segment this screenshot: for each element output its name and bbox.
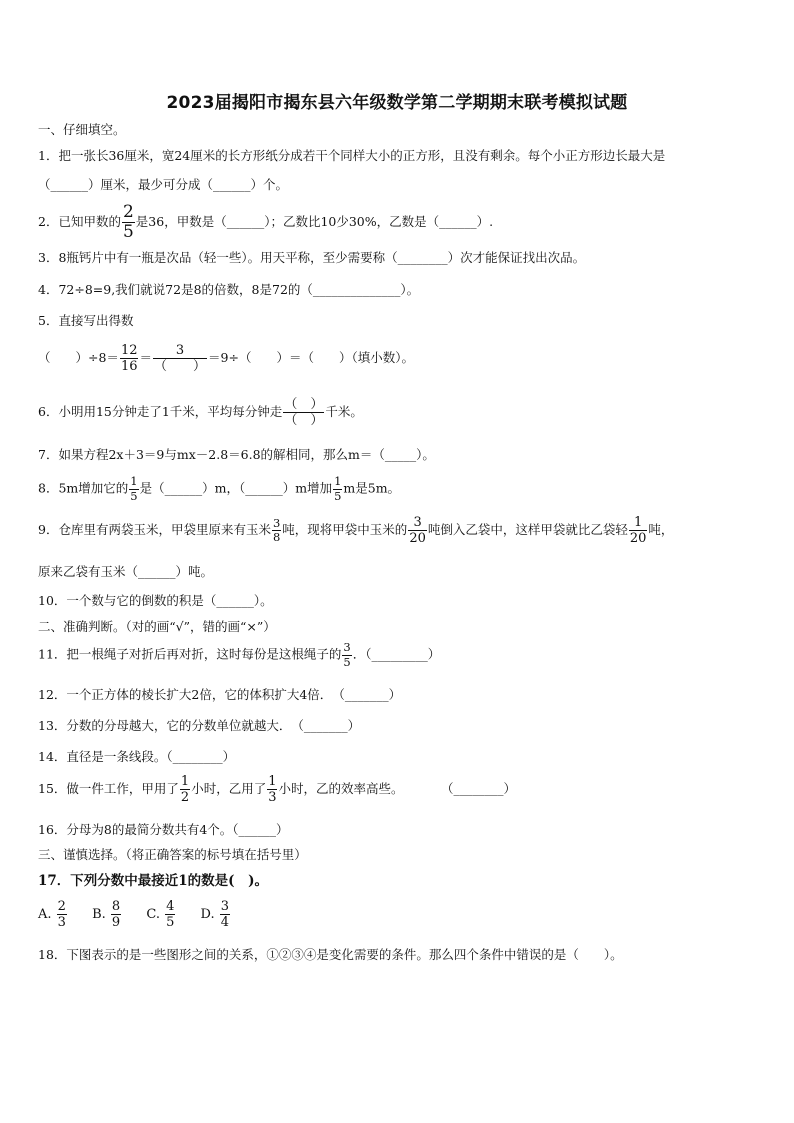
- question-4: 4．72÷8=9,我们就说72是8的倍数，8是72的（______________）。: [38, 282, 420, 297]
- question-2-text-post: 是36，甲数是（______）；乙数比10少30%，乙数是（______）.: [135, 214, 494, 229]
- question-8-text-post: m是5m。: [343, 480, 401, 496]
- question-15-text-mid: 小时，乙用了: [191, 781, 267, 796]
- question-5-part-b: ＝9÷（ ）＝（ ）（填小数）。: [208, 350, 414, 365]
- option-fraction: [165, 900, 175, 929]
- question-15-text-pre: 15．做一件工作，甲用了: [38, 781, 179, 796]
- fraction-numerator: 3: [153, 344, 207, 359]
- fraction-numerator: 8: [111, 899, 121, 914]
- question-2-text-pre: 2．已知甲数的: [38, 214, 121, 229]
- fraction-denominator: 3: [57, 915, 66, 930]
- fraction-denominator: 3: [268, 790, 277, 805]
- question-5-expression: [38, 344, 414, 373]
- question-13: 13．分数的分母越大，它的分数单位就越大． （_______）: [38, 718, 361, 733]
- question-5-fraction-1: [120, 344, 139, 373]
- page-title: 2023届揭阳市揭东县六年级数学第二学期期末联考模拟试题: [166, 93, 628, 113]
- fraction-numerator: 3: [220, 899, 230, 914]
- question-9-text-post: 吨，: [648, 522, 674, 537]
- fraction-denominator: （ ）: [284, 413, 324, 428]
- fraction-denominator: 5: [334, 488, 342, 503]
- equals-sign: ＝: [139, 350, 152, 365]
- fraction-denominator: 5: [130, 488, 138, 503]
- option-b[interactable]: [92, 900, 122, 929]
- question-8-text-mid: 是（______）m，（______）m增加: [139, 480, 333, 496]
- question-8-fraction-2: [333, 476, 342, 502]
- option-label: B.: [92, 907, 106, 922]
- question-2: [38, 204, 493, 241]
- question-1-line-2: （______）厘米，最少可分成（______）个。: [38, 177, 289, 192]
- fraction-numerator: （ ）: [284, 397, 324, 412]
- fraction-denominator: 4: [220, 915, 230, 930]
- option-label: D.: [200, 907, 215, 922]
- fraction-denominator: 20: [409, 531, 426, 546]
- question-3: 3．8瓶钙片中有一瓶是次品（轻一些）。用天平称，至少需要称（________）次才能保证找出次品。: [38, 250, 586, 265]
- fraction-denominator: 5: [166, 915, 175, 930]
- fraction-denominator: 2: [180, 790, 190, 805]
- question-10: 10．一个数与它的倒数的积是（______）。: [38, 593, 273, 608]
- question-6-text-post: 千米。: [325, 404, 363, 419]
- fraction-numerator: 1: [130, 474, 138, 488]
- question-15-fraction-2: [267, 775, 277, 804]
- option-label: A.: [38, 907, 52, 922]
- question-17-options: [38, 900, 251, 929]
- option-fraction: [220, 900, 230, 929]
- question-9-fraction-3: [629, 516, 648, 545]
- question-9-text-mid-2: 吨倒入乙袋中，这样甲袋就比乙袋轻: [427, 522, 628, 537]
- question-15: [38, 775, 516, 804]
- option-a[interactable]: [38, 900, 68, 929]
- option-d[interactable]: [201, 900, 232, 929]
- question-11-text-pre: 11．把一根绳子对折后再对折，这时每份是这根绳子的: [38, 646, 342, 662]
- section-2-heading: 二、准确判断。（对的画“√”，错的画“×”）: [38, 619, 276, 634]
- question-7: 7．如果方程2x＋3＝9与mx－2.8＝6.8的解相同，那么m＝（_____）。: [38, 447, 435, 462]
- question-9-text-pre: 9．仓库里有两袋玉米，甲袋里原来有玉米: [38, 522, 271, 537]
- question-11: [38, 642, 440, 668]
- option-fraction: [57, 900, 67, 929]
- question-11-text-post: ．（_________）: [352, 646, 441, 662]
- fraction-denominator: 8: [272, 530, 281, 544]
- option-c[interactable]: [146, 900, 176, 929]
- question-15-fraction-1: [180, 775, 190, 804]
- question-9-text-mid-1: 吨，现将甲袋中玉米的: [282, 522, 408, 537]
- question-5-part-a: （ ）÷8＝: [38, 350, 119, 365]
- fraction-denominator: 16: [120, 359, 138, 374]
- question-5-fraction-2: [153, 344, 207, 373]
- question-8-text-pre: 8．5m增加它的: [38, 480, 129, 496]
- fraction-numerator: 1: [629, 516, 648, 531]
- section-3-heading: 三、谨慎选择。（将正确答案的标号填在括号里）: [38, 847, 307, 862]
- fraction-numerator: 12: [120, 343, 138, 358]
- fraction-numerator: 4: [166, 899, 175, 914]
- question-5-heading: 5．直接写出得数: [38, 313, 134, 328]
- fraction-denominator: 5: [122, 222, 134, 242]
- question-6-fraction: [283, 398, 324, 427]
- question-15-text-post: 小时，乙的效率高些。 （________）: [278, 781, 516, 796]
- question-12: 12．一个正方体的棱长扩大2倍，它的体积扩大4倍． （_______）: [38, 687, 402, 702]
- question-17: 17．下列分数中最接近1的数是( )。: [38, 873, 268, 889]
- question-8: [38, 476, 400, 502]
- question-11-fraction: [342, 642, 351, 668]
- fraction-numerator: 3: [272, 515, 281, 530]
- question-18: 18．下图表示的是一些图形之间的关系，①②③④是变化需要的条件。那么四个条件中错误的是（ ）。: [38, 947, 623, 962]
- fraction-numerator: 1: [334, 474, 342, 488]
- fraction-denominator: 20: [629, 531, 647, 546]
- question-9-fraction-2: [408, 516, 427, 545]
- fraction-numerator: 2: [57, 899, 66, 914]
- fraction-numerator: 1: [268, 774, 277, 789]
- fraction-numerator: 2: [122, 202, 134, 222]
- question-9-line-1: [38, 516, 673, 545]
- question-16: 16．分母为8的最简分数共有4个。（______）: [38, 822, 289, 837]
- question-2-fraction: [122, 204, 135, 241]
- fraction-denominator: （ ）: [154, 359, 207, 374]
- question-6-text-pre: 6．小明用15分钟走了1千米，平均每分钟走: [38, 404, 283, 419]
- question-8-fraction-1: [129, 476, 138, 502]
- question-1-line-1: 1．把一张长36厘米，宽24厘米的长方形纸分成若干个同样大小的正方形，且没有剩余。每个小正方形边长最大是: [38, 148, 666, 163]
- question-6: [38, 398, 363, 427]
- fraction-denominator: 9: [111, 915, 121, 930]
- section-1-heading: 一、仔细填空。: [38, 122, 126, 137]
- option-fraction: [111, 900, 121, 929]
- question-14: 14．直径是一条线段。（________）: [38, 749, 236, 764]
- option-label: C.: [146, 907, 160, 922]
- question-9-fraction-1: [272, 515, 281, 544]
- fraction-numerator: 3: [343, 640, 351, 654]
- question-9-line-2: 原来乙袋有玉米（______）吨。: [38, 564, 214, 579]
- fraction-numerator: 1: [180, 774, 190, 789]
- fraction-numerator: 3: [408, 516, 427, 531]
- fraction-denominator: 5: [343, 654, 351, 669]
